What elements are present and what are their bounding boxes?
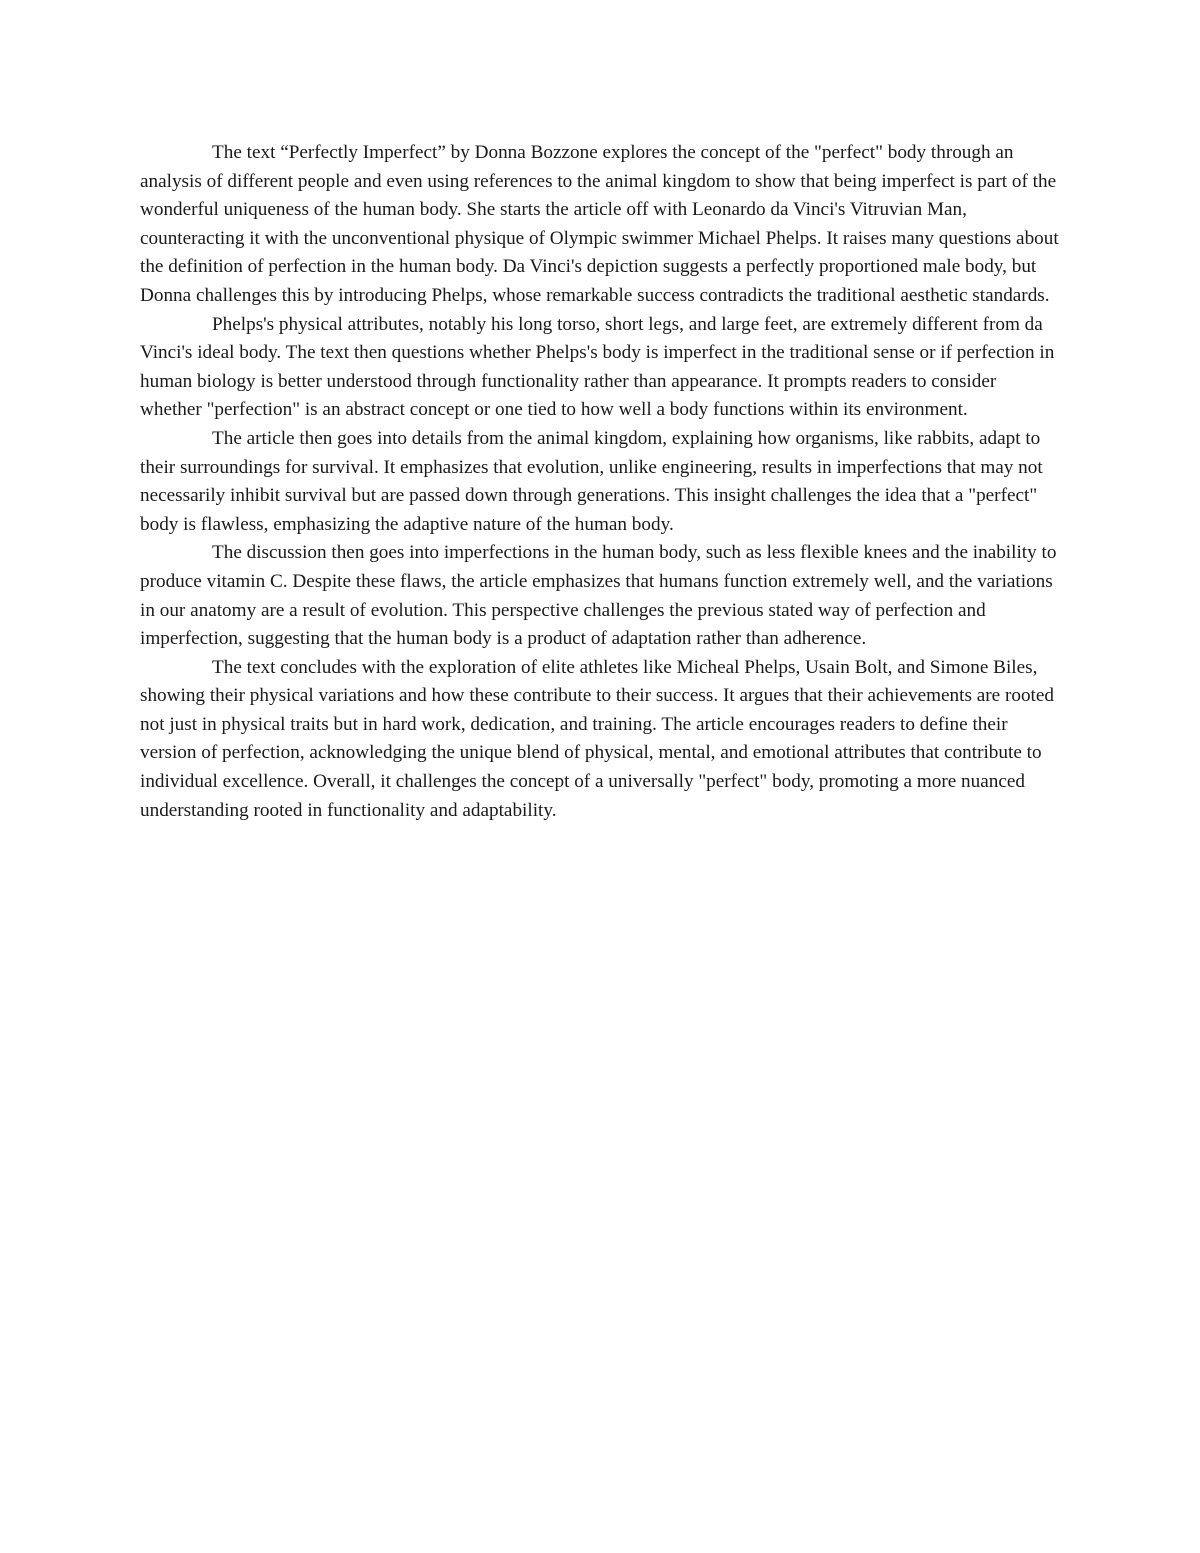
paragraph-1: The text “Perfectly Imperfect” by Donna Bozzone explores the concept of the "perfect" body through an analysis of different people and even using references to the animal kingdom to show that being imperfect is part of the wonderful uniqueness of the human body. She starts the article off with Leonardo da Vinci's Vitruvian Man, counteracting it with the unconventional physique of Olympic swimmer Michael Phelps. It raises many questions about the definition of perfection in the human body. Da Vinci's depiction suggests a perfectly proportioned male body, but Donna challenges this by introducing Phelps, whose remarkable success contradicts the traditional aesthetic standards.	[140, 142, 1059, 306]
document-body	[140, 139, 1062, 825]
paragraph-4: The discussion then goes into imperfections in the human body, such as less flexible knees and the inability to produce vitamin C. Despite these flaws, the article emphasizes that humans function extremely well, and the variations in our anatomy are a result of evolution. This perspective challenges the previous stated way of perfection and imperfection, suggesting that the human body is a product of adaptation rather than adherence.	[140, 542, 1057, 650]
paragraph-2: Phelps's physical attributes, notably his long torso, short legs, and large feet, are extremely different from da Vinci's ideal body. The text then questions whether Phelps's body is imperfect in the traditional sense or if perfection in human biology is better understood through functionality rather than appearance. It prompts readers to consider whether "perfection" is an abstract concept or one tied to how well a body functions within its environment.	[140, 313, 1055, 421]
paragraph-5: The text concludes with the exploration of elite athletes like Micheal Phelps, Usain Bolt, and Simone Biles, showing their physical variations and how these contribute to their success. It argues that their achievements are rooted not just in physical traits but in hard work, dedication, and training. The article encourages readers to define their version of perfection, acknowledging the unique blend of physical, mental, and emotional attributes that contribute to individual excellence. Overall, it challenges the concept of a universally "perfect" body, promoting a more nuanced understanding rooted in functionality and adaptability.	[140, 656, 1054, 821]
paragraph-3: The article then goes into details from the animal kingdom, explaining how organisms, like rabbits, adapt to their surroundings for survival. It emphasizes that evolution, unlike engineering, results in imperfections that may not necessarily inhibit survival but are passed down through generations. This insight challenges the idea that a "perfect" body is flawless, emphasizing the adaptive nature of the human body.	[140, 427, 1043, 535]
